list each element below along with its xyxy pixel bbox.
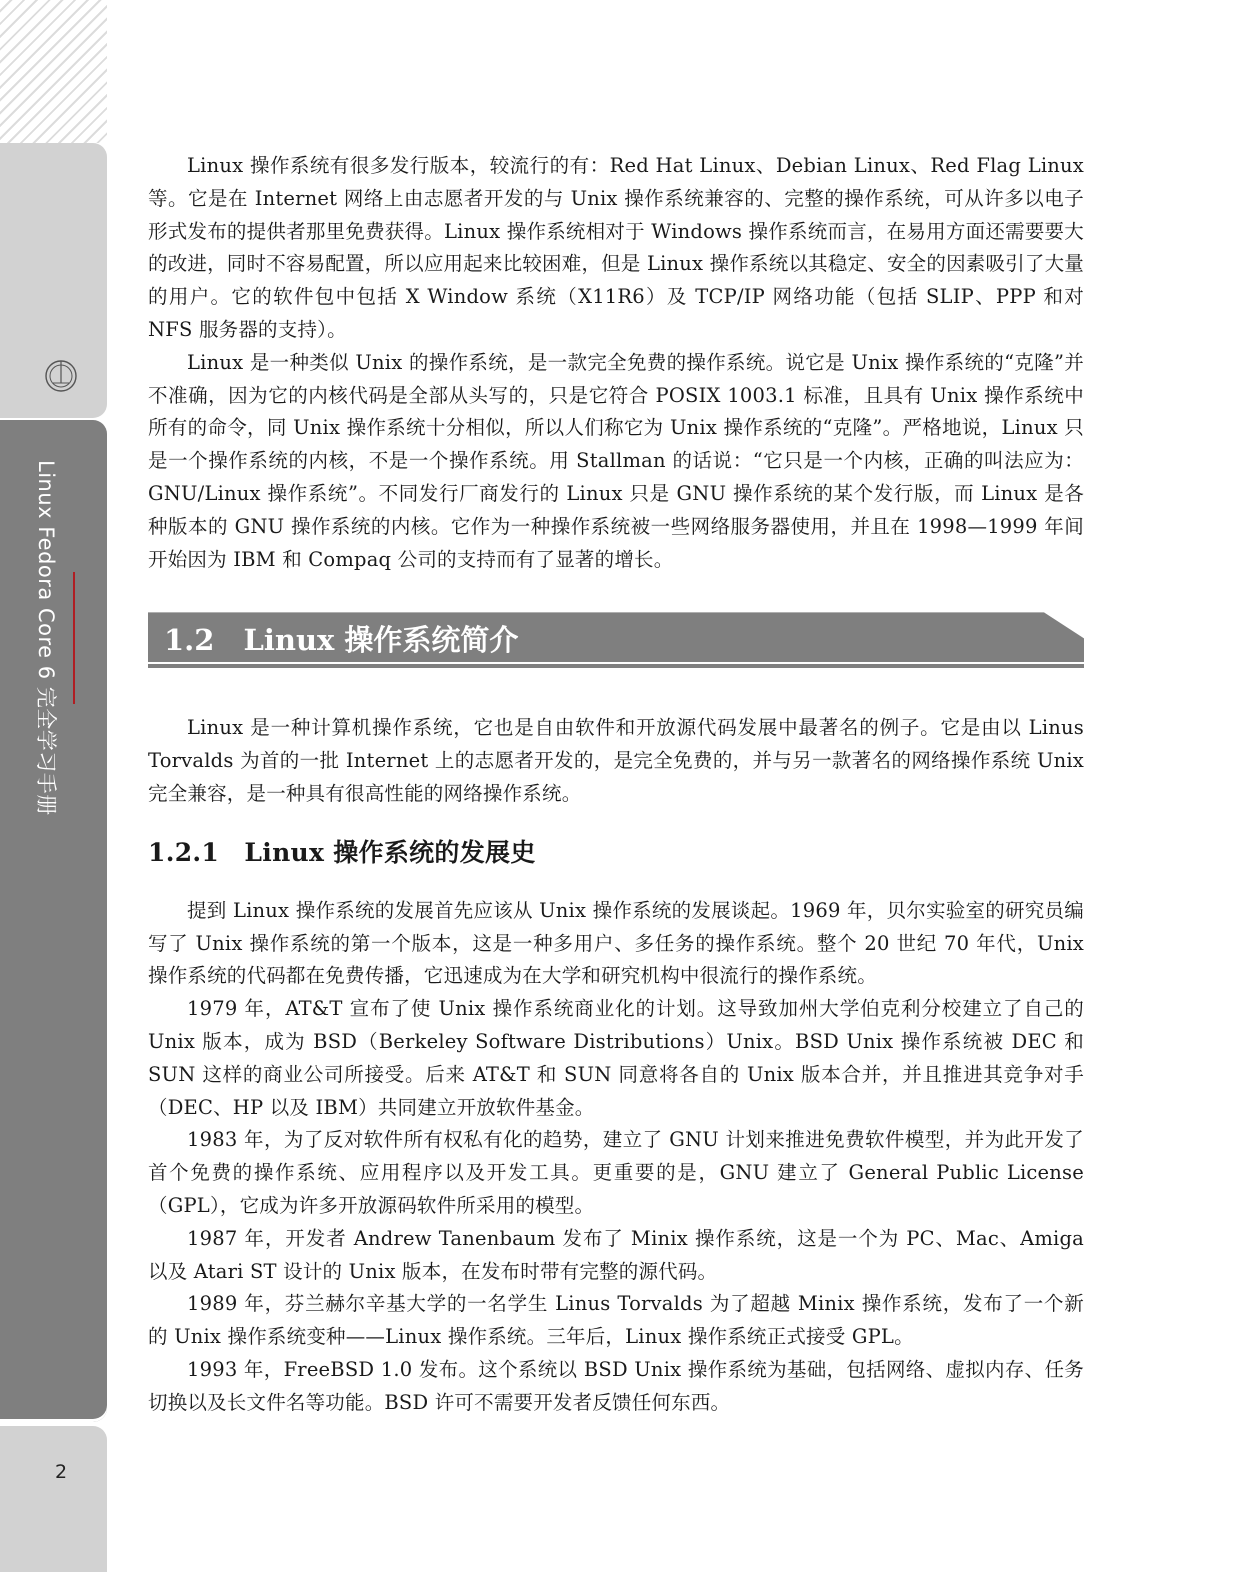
paragraph: 1983 年，为了反对软件所有权私有化的趋势，建立了 GNU 计划来推进免费软件模型，并为此开发了首个免费的操作系统、应用程序以及开发工具。更重要的是，GNU 建立了 General Public License（GPL），它成为许多开放源码软件所采用的模型。 [148, 1128, 1084, 1217]
circle-logo-icon [44, 359, 78, 393]
paragraph: Linux 是一种计算机操作系统，它也是自由软件和开放源代码发展中最著名的例子。它是由以 Linus Torvalds 为首的一批 Internet 上的志愿者开发的，是完全免费的，并与另一款著名的网络操作系统 Unix 完全兼容，是一种具有很高性能的网络操作系统。 [148, 716, 1084, 805]
title-accent-line [73, 572, 75, 704]
subsection-heading: 1.2.1 Linux 操作系统的发展史 [148, 837, 536, 867]
paragraph: Linux 操作系统有很多发行版本，较流行的有：Red Hat Linux、Debian Linux、Red Flag Linux 等。它是在 Internet 网络上由志愿者开发的与 Unix 操作系统兼容的、完整的操作系统，可从许多以电子形式发布的提供者那里免费获得。Linux 操作系统相对于 Windows 操作系统而言，在易用方面还需要要大的改进，同时不容易配置，所以应用起来比较困难，但是 Linux 操作系统以其稳定、安全的因素吸引了大量的用户。它的软件包中包括 X Window 系统（X11R6）及 TCP/IP 网络功能（包括 SLIP、PPP 和对 NFS 服务器的支持）。 [148, 154, 1084, 341]
paragraph: 1979 年，AT&T 宣布了使 Unix 操作系统商业化的计划。这导致加州大学伯克利分校建立了自己的 Unix 版本，成为 BSD（Berkeley Software Distributions）Unix。BSD Unix 操作系统被 DEC 和 SUN 这样的商业公司所接受。后来 AT&T 和 SUN 同意将各自的 Unix 版本合并，并且推进其竞争对手（DEC、HP 以及 IBM）共同建立开放软件基金。 [148, 997, 1084, 1119]
paragraph: 提到 Linux 操作系统的发展首先应该从 Unix 操作系统的发展谈起。1969 年，贝尔实验室的研究员编写了 Unix 操作系统的第一个版本，这是一种多用户、多任务的操作系统。整个 20 世纪 70 年代，Unix 操作系统的代码都在免费传播，它迅速成为在大学和研究机构中很流行的操作系统。 [148, 898, 1084, 988]
section-heading-banner [148, 612, 1084, 668]
section-heading: 1.2 Linux 操作系统简介 [164, 623, 519, 658]
book-title: Linux Fedora Core 6 完全学习手册 [34, 460, 58, 816]
page-number: 2 [55, 1461, 68, 1483]
page-content [148, 150, 1084, 1420]
paragraph: 1987 年，开发者 Andrew Tanenbaum 发布了 Minix 操作系统，这是一个为 PC、Mac、Amiga 以及 Atari ST 设计的 Unix 版本，在发布时带有完整的源代码。 [148, 1226, 1084, 1283]
paragraph: Linux 是一种类似 Unix 的操作系统，是一款完全免费的操作系统。说它是 Unix 操作系统的“克隆”并不准确，因为它的内核代码是全部从头写的，只是它符合 POSIX 1003.1 标准，且具有 Unix 操作系统中所有的命令，同 Unix 操作系统十分相似，所以人们称它为 Unix 操作系统的“克隆”。严格地说，Linux 只是一个操作系统的内核，不是一个操作系统。用 Stallman 的话说：“它只是一个内核，正确的叫法应为：GNU/Linux 操作系统”。不同发行厂商发行的 Linux 只是 GNU 操作系统的某个发行版，而 Linux 是各种版本的 GNU 操作系统的内核。它作为一种操作系统被一些网络服务器使用，并且在 1998—1999 年间开始因为 IBM 和 Compaq 公司的支持而有了显著的增长。 [148, 350, 1084, 571]
paragraph: 1993 年，FreeBSD 1.0 发布。这个系统以 BSD Unix 操作系统为基础，包括网络、虚拟内存、任务切换以及长文件名等功能。BSD 许可不需要开发者反馈任何东西。 [148, 1357, 1084, 1414]
paragraph: 1989 年，芬兰赫尔辛基大学的一名学生 Linus Torvalds 为了超越 Minix 操作系统，发布了一个新的 Unix 操作系统变种——Linux 操作系统。三年后，Linux 操作系统正式接受 GPL。 [148, 1292, 1084, 1349]
hatched-corner [0, 0, 107, 143]
sidebar-tab-bottom [0, 1426, 107, 1572]
